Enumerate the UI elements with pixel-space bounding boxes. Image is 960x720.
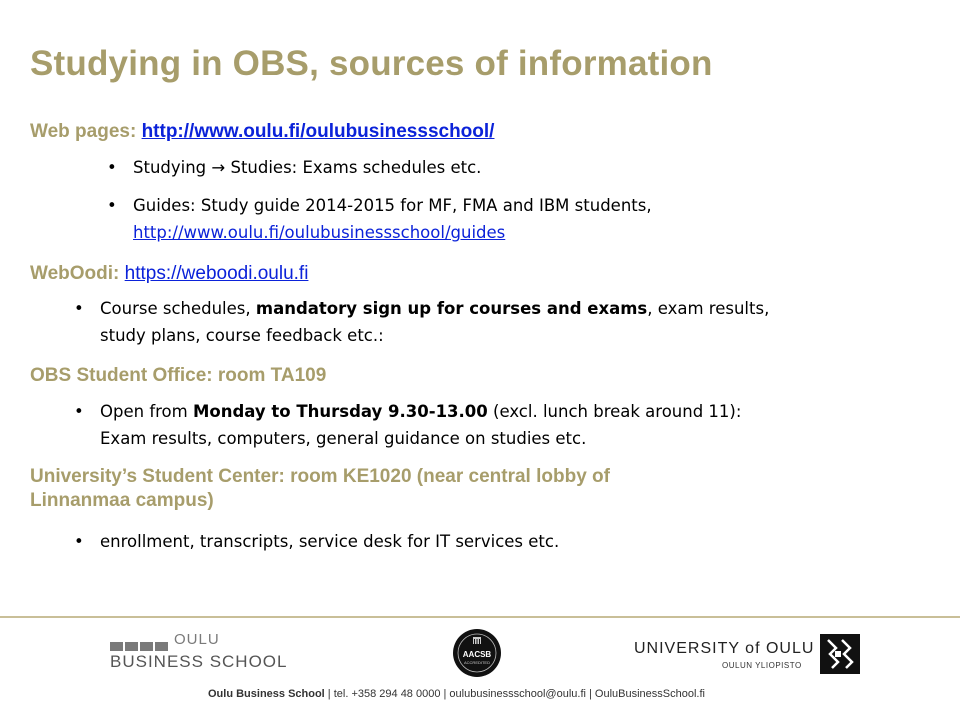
bullet-dot: • [74, 532, 84, 551]
aacsb-accredited-text: ACCREDITED [463, 660, 491, 665]
bullet-text-bold: Monday to Thursday 9.30-13.00 [192, 402, 488, 421]
list-item [74, 528, 560, 555]
bullet-dot: • [74, 402, 84, 421]
aacsb-accredited-logo [452, 628, 502, 678]
footer-contact [208, 688, 705, 700]
obs-logo-oulu: OULU [174, 631, 220, 648]
bullet-text-bold: mandatory sign up for courses and exams [255, 299, 648, 318]
weboodi-heading [30, 262, 308, 286]
obs-logo-business-school: BUSINESS SCHOOL [110, 652, 288, 671]
bullet-text-line2: Exam results, computers, general guidance on studies etc. [100, 429, 587, 448]
oulu-business-school-logo [110, 631, 300, 674]
university-name-finnish: OULUN YLIOPISTO [722, 661, 802, 670]
bullet-text: Studying → Studies: Exams schedules etc. [133, 158, 482, 177]
weboodi-label: WebOodi: [30, 263, 125, 284]
guides-link[interactable]: http://www.oulu.fi/oulubusinessschool/guides [133, 223, 506, 242]
slide-title: Studying in OBS, sources of information [30, 44, 713, 83]
bullet-dot: • [107, 158, 117, 177]
footer-school-name: Oulu Business School [208, 688, 325, 700]
obs-website-link[interactable]: http://www.oulu.fi/oulubusinessschool/ [141, 121, 495, 142]
heading-line2: Linnanmaa campus) [30, 490, 214, 511]
student-office-heading: OBS Student Office: room TA109 [30, 365, 327, 386]
heading-line1: University’s Student Center: room KE1020 (near central lobby of [30, 466, 610, 487]
list-item [74, 398, 742, 452]
aacsb-text: AACSB [462, 650, 492, 659]
bullet-text-post: (excl. lunch break around 11): [487, 402, 742, 421]
university-emblem-icon [820, 634, 860, 674]
bullet-text-pre: Course schedules, [100, 299, 256, 318]
bullet-text-line2: study plans, course feedback etc.: [100, 326, 384, 345]
web-pages-heading [30, 120, 494, 144]
bullet-text: enrollment, transcripts, service desk for IT services etc. [100, 532, 560, 551]
university-of-oulu-logo [634, 634, 862, 678]
weboodi-link[interactable]: https://weboodi.oulu.fi [124, 263, 309, 284]
university-name: UNIVERSITY of OULU [634, 640, 815, 657]
bullet-text-post: , exam results, [647, 299, 770, 318]
bullet-dot: • [74, 299, 84, 318]
bullet-text: Guides: Study guide 2014-2015 for MF, FMA and IBM students, [133, 196, 652, 215]
list-item [107, 154, 482, 181]
bullet-dot: • [107, 196, 117, 215]
footer-contact-details: | tel. +358 294 48 0000 | oulubusinessschool@oulu.fi | OuluBusinessSchool.fi [324, 688, 705, 700]
web-pages-label: Web pages: [30, 121, 142, 142]
student-center-heading [30, 465, 610, 513]
bullet-text-pre: Open from [100, 402, 193, 421]
list-item [107, 192, 652, 246]
footer-divider [0, 616, 960, 618]
list-item [74, 295, 770, 349]
